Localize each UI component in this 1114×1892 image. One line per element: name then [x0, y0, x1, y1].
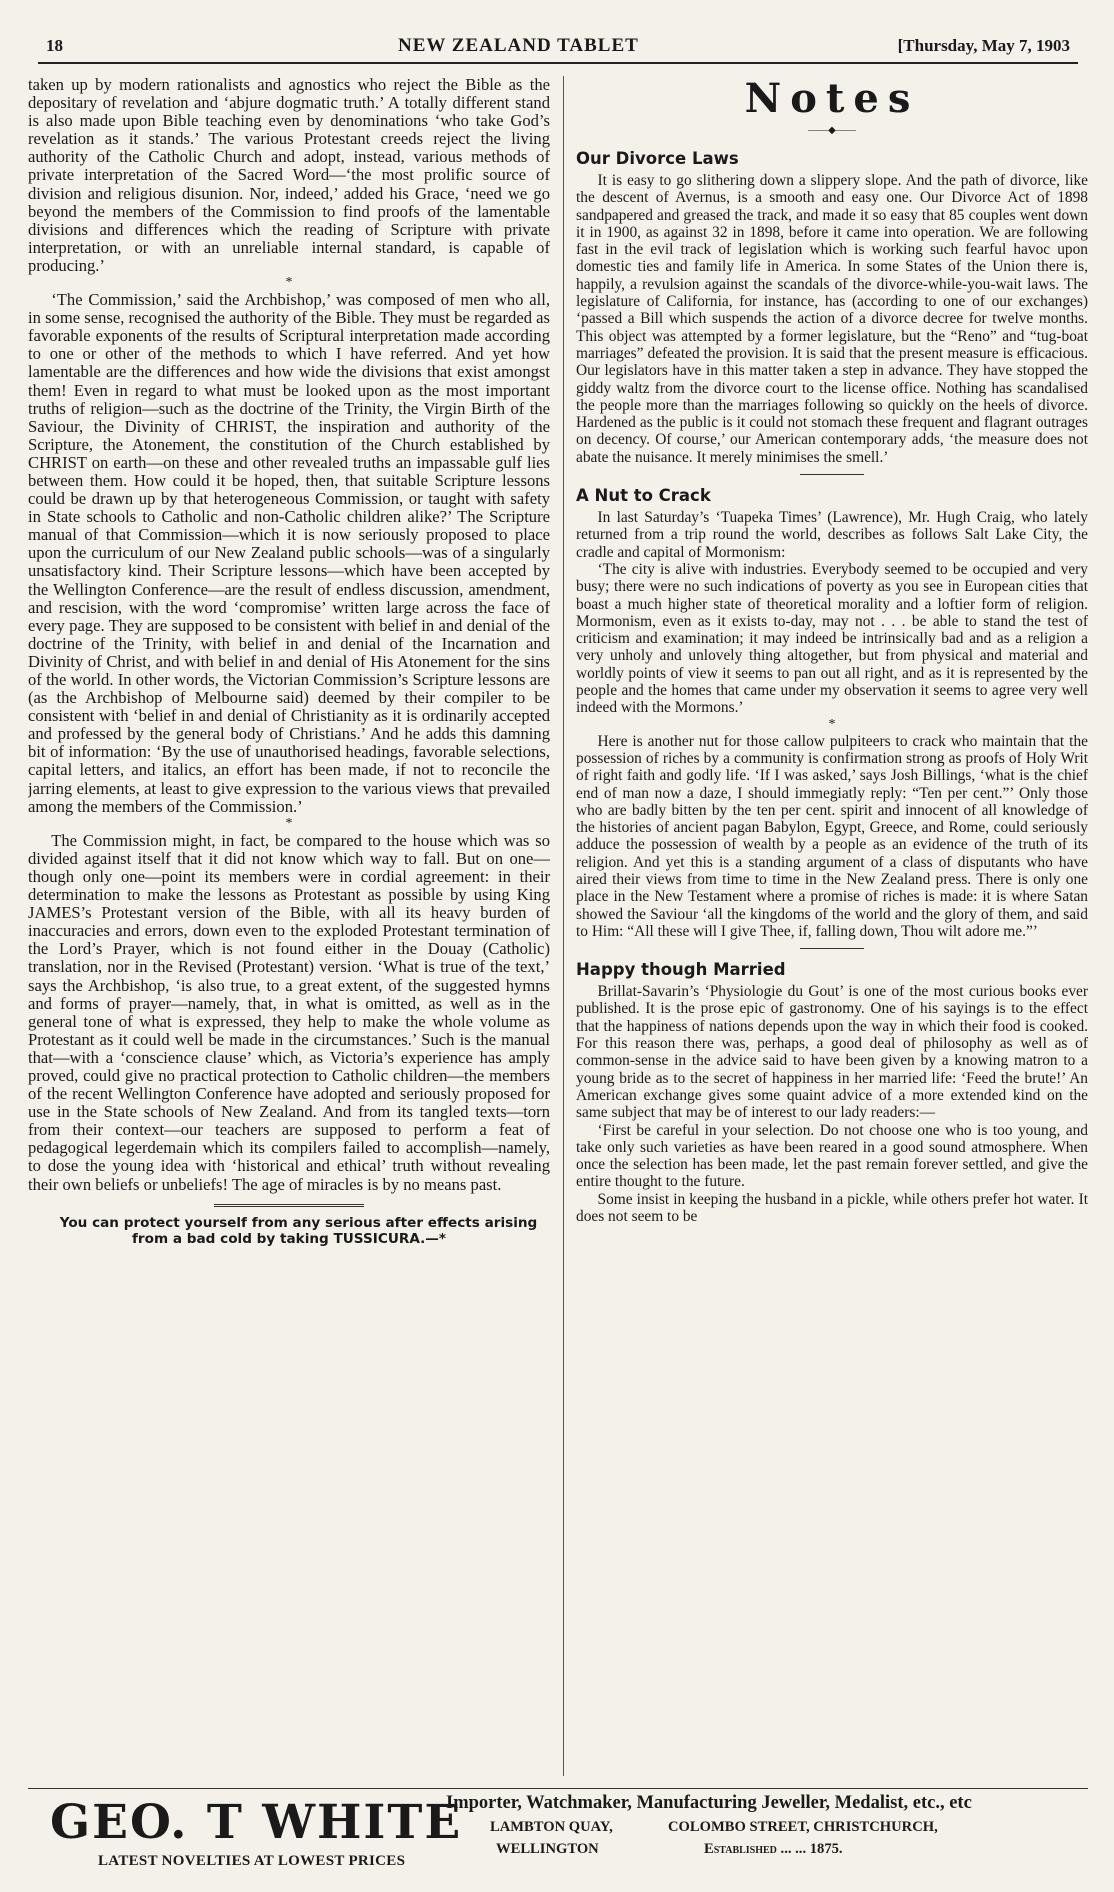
issue-date: [Thursday, May 7, 1903: [897, 36, 1070, 55]
section-rule: [800, 948, 864, 949]
double-rule: [214, 1204, 364, 1209]
page-number: 18: [46, 36, 63, 55]
header-rule: [38, 62, 1078, 64]
newspaper-page: [28, 18, 1088, 1878]
article-paragraph: In last Saturday’s ‘Tuapeka Times’ (Lawrence), Mr. Hugh Craig, who lately returned from a trip round the world, describes as follows Salt Lake City, the cradle and capital of Mormonism:: [576, 509, 1088, 561]
advertisement-banner: [28, 1788, 1088, 1879]
section-separator: *: [285, 815, 293, 831]
section-separator: *: [828, 716, 836, 732]
article-paragraph: Some insist in keeping the husband in a pickle, while others prefer hot water. It does not seem to be: [576, 1190, 1088, 1226]
column-divider: [563, 76, 564, 1776]
title-ornament: ——◆——: [808, 125, 856, 136]
section-separator: *: [285, 275, 293, 291]
section-heading-married: Happy though Married: [576, 960, 786, 980]
article-paragraph: Here is another nut for those callow pulpiteers to crack who maintain that the possession of riches by a community is confirmation strong as proofs of Holy Writ of right faith and godly life. ‘If I was asked,’ says Josh Billings, ‘what is the chief end of man now a daze, I should immegiatly reply: “Ten per cent.”’ Only those who are badly bitten by the ten per cent. spirit and innocent of all knowledge of the histories of ancient pagan Babylon, Egypt, Greece, and Rome, could seriously adduce the possession of wealth by a people as an evidence of the truth of its religion. And yet this is a standing argument of a class of disputants who have aired their views from time to time in the New Zealand press. There is only one place in the New Testament where a promise of riches is made: it is where Satan showed the Saviour ‘all the kingdoms of the world and the glory of them, and said to Him: “All these will I give Thee, if, falling down, Thou wilt adore me.”’: [576, 732, 1088, 940]
article-paragraph: ‘The Commission,’ said the Archbishop,’ was composed of men who all, in some sense, recognised the authority of the Bible. They must be regarded as favorable exponents of the results of Scriptural interpretation made according to one or other of the methods to which I have referred. And yet how lamentable are the differences and how wide the divisions that exist amongst them! Even in regard to what must be looked upon as the most important truths of religion—such as the doctrine of the Trinity, the Virgin Birth of the Saviour, the Divinity of CHRIST, the inspiration and authority of the Scripture, the Atonement, the constitution of the Church established by CHRIST on earth—on these and other revealed truths an impassable gulf lies between them. How could it be hoped, then, that suitable Scripture lessons could be drawn up by that heterogeneous Commission, or taught with safety in State schools to Catholic and non-Catholic children alike?’ The Scripture manual of that Commission—which it is now seriously proposed to place upon the curriculum of our New Zealand public schools—was of a singularly unsatisfactory kind. Their Scripture lessons—which have been accepted by the Wellington Conference—are the result of endless discussion, amendment, and rescision, with the word ‘compromise’ written large across the face of every page. They are supposed to be consistent with belief in and denial of the doctrine of the Trinity, with belief in and denial of the Incarnation and Divinity of Christ, and with belief in and denial of His Atonement for the sins of the world. In other words, the Victorian Commission’s Scripture lessons are (as the Archbishop of Melbourne said) deemed by their compiler to be consistent with ‘belief in and denial of Christianity as it is ordinarily accepted and professed by the general body of Christians.’ And he adds this damning bit of information: ‘By the use of unauthorised headings, favorable selections, capital letters, and italics, an effort has been made, if not to reconcile the jarring elements, at least to give expression to the various views that prevailed among the members of the Commission.’: [28, 290, 550, 816]
advertiser-trades: Importer, Watchmaker, Manufacturing Jeweller, Medalist, etc., etc: [446, 1793, 972, 1813]
section-heading-nut: A Nut to Crack: [576, 486, 711, 506]
city-wellington: WELLINGTON: [496, 1841, 599, 1857]
advertiser-name: GEO. T WHITE: [50, 1795, 463, 1850]
article-paragraph: It is easy to go slithering down a slippery slope. And the path of divorce, like the descent of Avernus, is a smooth and easy one. Our Divorce Act of 1898 sandpapered and greased the track, and made it so easy that 85 couples went down it in 1900, as against 32 in 1898, before it came into operation. We are following fast in the evil track of legislation which is working such fearful havoc upon domestic ties and family life in America. In some States of the Union there is, happily, a revulsion against the scandals of the divorce-while-you-wait laws. The legislature of California, for instance, has (according to one of our exchanges) ‘passed a Bill which suspends the action of a divorce decree for twelve months. This object was attempted by a former legislature, but the “Reno” and “tug-boat marriages” defeated the provision. It is said that the present measure is efficacious. Our legislators have in this matter taken a step in advance. They have stopped the giddy waltz from the divorce court to the license office. Nothing has scandalised the people more than the marriages following so quickly on the heels of divorce. Hardened as the public is it could not stomach these frequent and flagrant outrages on decency. Of course,’ our American contemporary adds, ‘the measure does not abate the nuisance. It merely minimises the smell.’: [576, 172, 1088, 466]
section-heading-divorce: Our Divorce Laws: [576, 149, 739, 168]
notes-title: Notes: [744, 76, 920, 122]
right-column: [576, 76, 1088, 1776]
article-paragraph: taken up by modern rationalists and agnostics who reject the Bible as the depositary of revelation and ‘abjure dogmatic truth.’ A totally different stand is also made upon Bible teaching even by denominations ‘who take God’s revelation as it stands.’ The various Protestant creeds reject the living authority of the Catholic Church and adopt, instead, various methods of private interpretation of the Sacred Word—‘the most prolific source of division and religious disunion. Nor, indeed,’ added his Grace, ‘need we go beyond the members of the Commission to find proofs of the lamentable divisions and differences which the reading of Scripture with private interpretation, or with an unreliable internal standard, is capable of producing.’: [28, 76, 550, 275]
established-year: Established ... ... 1875.: [704, 1841, 843, 1857]
quoted-paragraph: ‘First be careful in your selection. Do not choose one who is too young, and take only such varieties as have been reared in a good sound atmosphere. When once the selection has been made, let the past remain forever settled, and give the entire thought to the future.: [576, 1121, 1088, 1191]
address-christchurch: COLOMBO STREET, CHRISTCHURCH,: [668, 1819, 938, 1835]
page-header: [28, 18, 1088, 62]
address-wellington: LAMBTON QUAY,: [490, 1819, 613, 1835]
article-paragraph: Brillat-Savarin’s ‘Physiologie du Gout’ is one of the most curious books ever published. It is the prose epic of gastronomy. One of his sayings is to the effect that the happiness of nations depends upon the way in which their food is cooked. For this reason there was, perhaps, a good deal of philosophy as well as of common-sense in the advice said to have been given by a knowing matron to a young bride as to the secret of happiness in her married life: ‘Feed the brute!’ An American exchange gives some quaint advice of a more extended kind on the same subject that may be of interest to our lady readers:—: [576, 983, 1088, 1122]
article-paragraph: The Commission might, in fact, be compared to the house which was so divided against itself that it did not know which way to fall. But on one—though only one—point its members were in cordial agreement: in their determination to make the lessons as Protestant as possible by using King JAMES’s Protestant version of the Bible, with all its heavy burden of inaccuracies and errors, down even to the exploded Protestant termination of the Lord’s Prayer, which is not found either in the Douay (Catholic) translation, nor in the Revised (Protestant) version. ‘What is true of the text,’ says the Archbishop, ‘is also true, to a great extent, of the suggested hymns and forms of prayer—namely, that, in what is omitted, as well as in the general tone of what is expressed, they help to make the whole volume as Protestant as it could well be made in the circumstances.’ Such is the manual that—with a ‘conscience clause’ which, as Victoria’s experience has amply proved, could give no practical protection to Catholic children—the members of the recent Wellington Conference have adopted and seriously proposed for use in the State schools of New Zealand. And from its tangled texts—torn from their context—our teachers are supposed to perform a feat of pedagogical legerdemain which its compilers failed to accomplish—namely, to dose the young idea with ‘historical and ethical’ truth without revealing their own beliefs or unbeliefs! The age of miracles is by no means past.: [28, 830, 550, 1194]
advertiser-tagline: LATEST NOVELTIES AT LOWEST PRICES: [98, 1853, 406, 1869]
masthead: NEW ZEALAND TABLET: [398, 35, 639, 56]
quoted-paragraph: ‘The city is alive with industries. Everybody seemed to be occupied and very busy; there were no such indications of poverty as you see in European cities that boast a much higher state of theoretical morality and a loftier form of religion. Mormonism, even as it exists to-day, may not . . . be able to stand the test of criticism and examination; it may indeed be intrinsically bad and as a religion a very unholy and unlovely thing altogether, but from physical and material and worldly points of view it seems to pan out all right, and as it is represented by the people and the homes that came under my observation it seems to agree very well indeed with the Mormons.’: [576, 560, 1088, 717]
left-column: [28, 76, 550, 1776]
section-rule: [800, 474, 864, 475]
tussicura-ad-note: You can protect yourself from any serious after effects arising from a bad cold by taking TUSSICURA.—*: [59, 1214, 538, 1247]
